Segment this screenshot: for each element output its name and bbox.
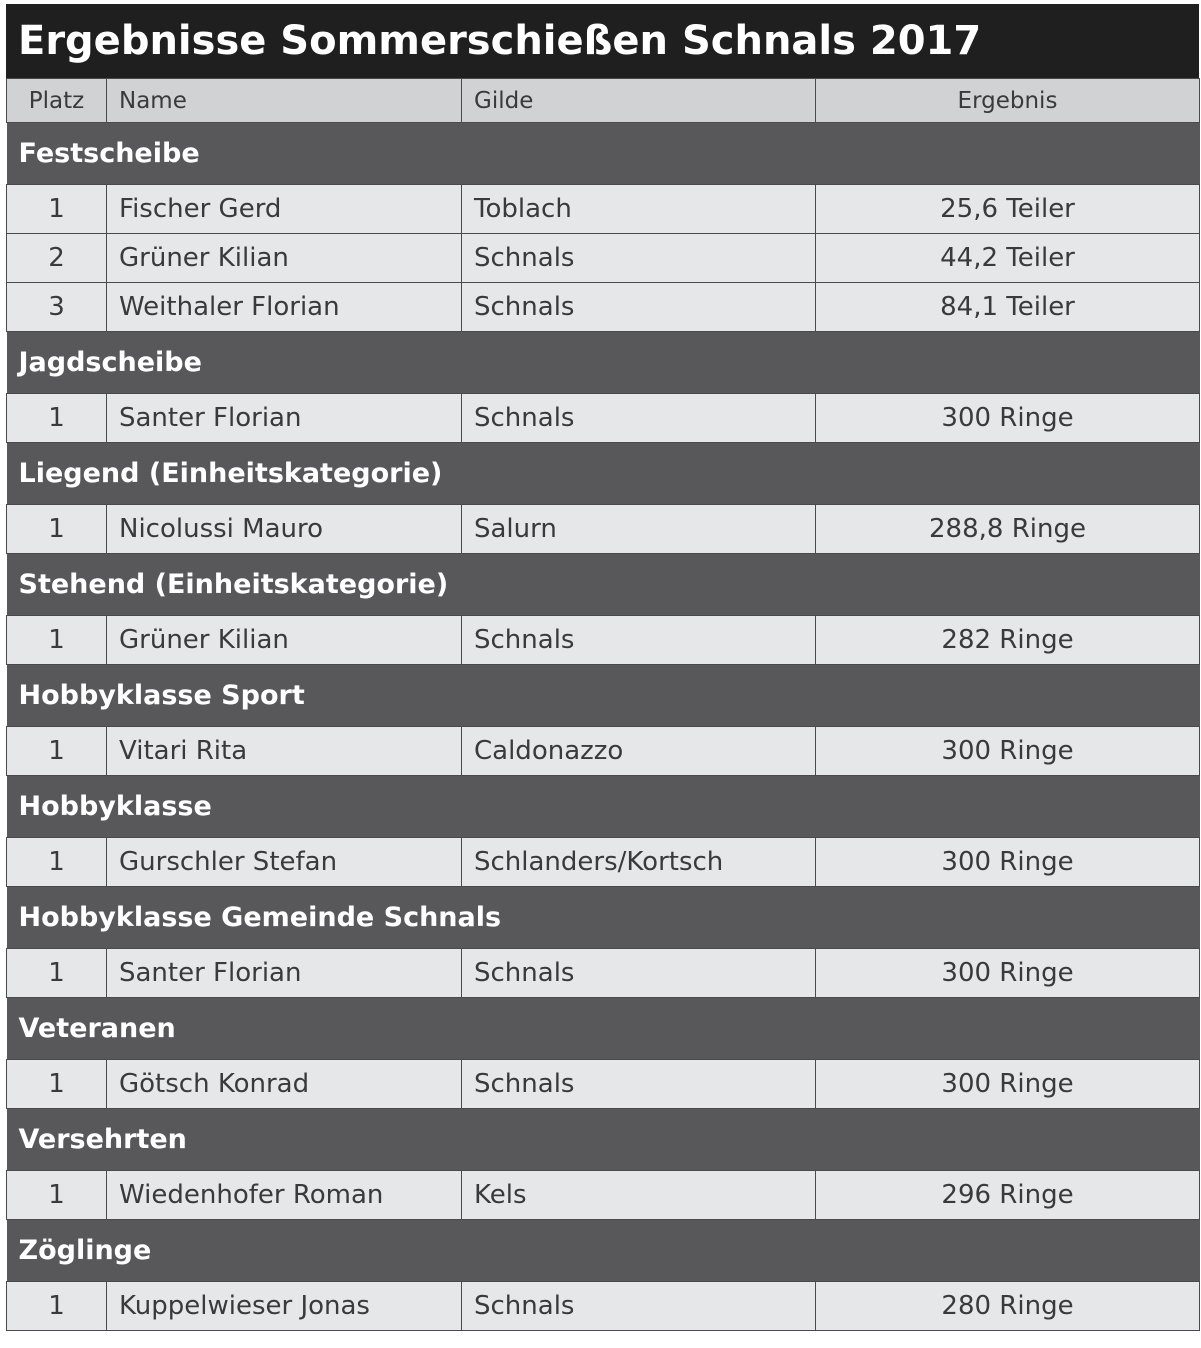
cell-ergebnis: 280 Ringe bbox=[816, 1282, 1200, 1331]
table-row bbox=[7, 283, 1200, 332]
cell-name: Nicolussi Mauro bbox=[107, 505, 462, 554]
table-row bbox=[7, 616, 1200, 665]
category-row bbox=[7, 998, 1200, 1060]
cell-name: Vitari Rita bbox=[107, 727, 462, 776]
cell-name: Gurschler Stefan bbox=[107, 838, 462, 887]
table-row bbox=[7, 727, 1200, 776]
cell-ergebnis: 300 Ringe bbox=[816, 1060, 1200, 1109]
cell-name: Götsch Konrad bbox=[107, 1060, 462, 1109]
cell-name: Weithaler Florian bbox=[107, 283, 462, 332]
cell-name: Grüner Kilian bbox=[107, 234, 462, 283]
header-platz: Platz bbox=[7, 79, 107, 123]
cell-ergebnis: 44,2 Teiler bbox=[816, 234, 1200, 283]
table-row bbox=[7, 505, 1200, 554]
category-title: Hobbyklasse Gemeinde Schnals bbox=[7, 887, 1200, 949]
category-title: Hobbyklasse Sport bbox=[7, 665, 1200, 727]
cell-ergebnis: 25,6 Teiler bbox=[816, 185, 1200, 234]
cell-platz: 1 bbox=[7, 949, 107, 998]
header-ergebnis: Ergebnis bbox=[816, 79, 1200, 123]
table-row bbox=[7, 949, 1200, 998]
category-title: Hobbyklasse bbox=[7, 776, 1200, 838]
cell-ergebnis: 288,8 Ringe bbox=[816, 505, 1200, 554]
cell-ergebnis: 300 Ringe bbox=[816, 949, 1200, 998]
cell-gilde: Schnals bbox=[462, 394, 816, 443]
cell-platz: 1 bbox=[7, 185, 107, 234]
category-row bbox=[7, 332, 1200, 394]
table-row bbox=[7, 1171, 1200, 1220]
cell-ergebnis: 300 Ringe bbox=[816, 838, 1200, 887]
cell-name: Santer Florian bbox=[107, 394, 462, 443]
results-table bbox=[6, 78, 1200, 1331]
category-row bbox=[7, 443, 1200, 505]
cell-platz: 1 bbox=[7, 727, 107, 776]
results-document bbox=[6, 4, 1199, 1331]
table-row bbox=[7, 234, 1200, 283]
cell-gilde: Schnals bbox=[462, 616, 816, 665]
cell-ergebnis: 84,1 Teiler bbox=[816, 283, 1200, 332]
cell-platz: 2 bbox=[7, 234, 107, 283]
category-row bbox=[7, 887, 1200, 949]
cell-gilde: Schnals bbox=[462, 283, 816, 332]
cell-gilde: Schnals bbox=[462, 1282, 816, 1331]
table-row bbox=[7, 1060, 1200, 1109]
cell-name: Kuppelwieser Jonas bbox=[107, 1282, 462, 1331]
cell-gilde: Schnals bbox=[462, 234, 816, 283]
cell-platz: 1 bbox=[7, 616, 107, 665]
category-title: Zöglinge bbox=[7, 1220, 1200, 1282]
table-header-row bbox=[7, 79, 1200, 123]
cell-gilde: Kels bbox=[462, 1171, 816, 1220]
cell-name: Fischer Gerd bbox=[107, 185, 462, 234]
category-title: Jagdscheibe bbox=[7, 332, 1200, 394]
cell-platz: 1 bbox=[7, 838, 107, 887]
cell-gilde: Caldonazzo bbox=[462, 727, 816, 776]
cell-platz: 3 bbox=[7, 283, 107, 332]
header-name: Name bbox=[107, 79, 462, 123]
cell-platz: 1 bbox=[7, 1060, 107, 1109]
cell-ergebnis: 300 Ringe bbox=[816, 394, 1200, 443]
cell-name: Santer Florian bbox=[107, 949, 462, 998]
category-title: Liegend (Einheitskategorie) bbox=[7, 443, 1200, 505]
table-row bbox=[7, 1282, 1200, 1331]
cell-gilde: Salurn bbox=[462, 505, 816, 554]
cell-gilde: Toblach bbox=[462, 185, 816, 234]
category-row bbox=[7, 776, 1200, 838]
table-row bbox=[7, 185, 1200, 234]
cell-gilde: Schnals bbox=[462, 949, 816, 998]
category-row bbox=[7, 554, 1200, 616]
category-title: Stehend (Einheitskategorie) bbox=[7, 554, 1200, 616]
header-gilde: Gilde bbox=[462, 79, 816, 123]
category-title: Versehrten bbox=[7, 1109, 1200, 1171]
cell-platz: 1 bbox=[7, 1171, 107, 1220]
cell-name: Wiedenhofer Roman bbox=[107, 1171, 462, 1220]
cell-name: Grüner Kilian bbox=[107, 616, 462, 665]
cell-platz: 1 bbox=[7, 505, 107, 554]
cell-ergebnis: 282 Ringe bbox=[816, 616, 1200, 665]
cell-platz: 1 bbox=[7, 394, 107, 443]
cell-gilde: Schnals bbox=[462, 1060, 816, 1109]
table-row bbox=[7, 394, 1200, 443]
category-row bbox=[7, 123, 1200, 185]
cell-ergebnis: 300 Ringe bbox=[816, 727, 1200, 776]
category-title: Veteranen bbox=[7, 998, 1200, 1060]
category-row bbox=[7, 1109, 1200, 1171]
cell-ergebnis: 296 Ringe bbox=[816, 1171, 1200, 1220]
page-title: Ergebnisse Sommerschießen Schnals 2017 bbox=[6, 4, 1199, 78]
cell-platz: 1 bbox=[7, 1282, 107, 1331]
category-title: Festscheibe bbox=[7, 123, 1200, 185]
cell-gilde: Schlanders/Kortsch bbox=[462, 838, 816, 887]
table-row bbox=[7, 838, 1200, 887]
category-row bbox=[7, 1220, 1200, 1282]
category-row bbox=[7, 665, 1200, 727]
